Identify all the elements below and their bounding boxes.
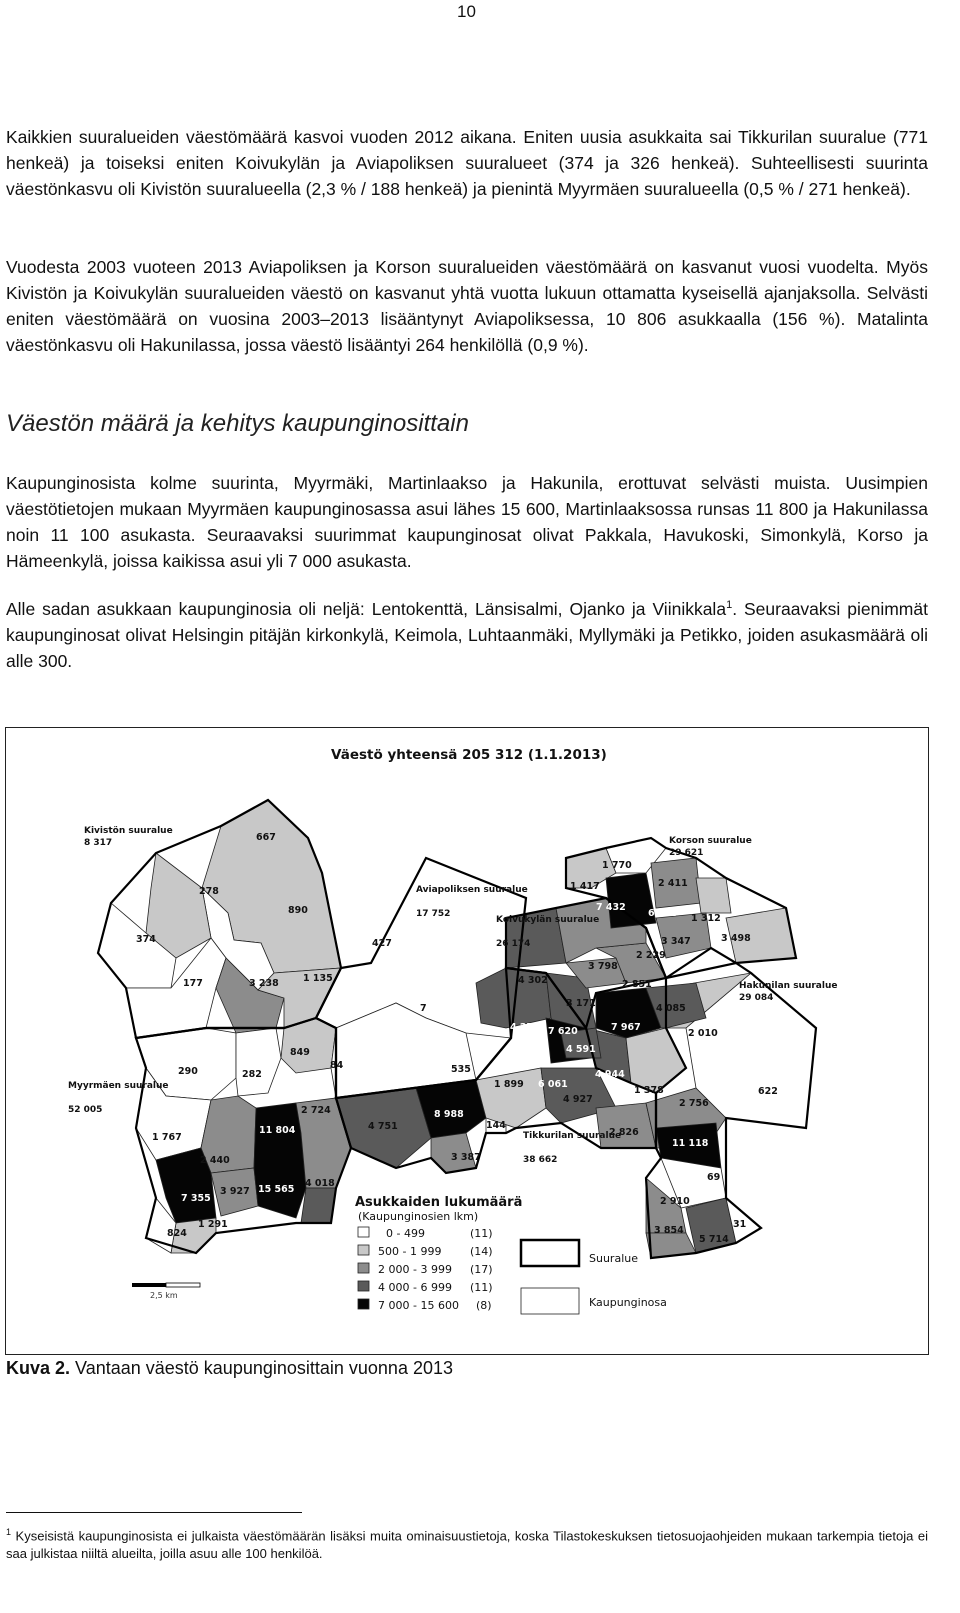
legend-class [358,1227,493,1240]
district-value: 15 565 [258,1184,295,1195]
legend-range: 4 000 - 6 999 [378,1281,452,1294]
suuralue-pop: 38 662 [523,1155,558,1165]
district-value: 7 355 [181,1193,211,1204]
legend-swatch [358,1281,369,1291]
district-value: 4 944 [595,1069,625,1080]
district-value: 427 [372,938,392,949]
legend-class [358,1299,492,1312]
legend-count: (17) [470,1263,493,1276]
paragraph-1: Kaikkien suuralueiden väestömäärä kasvoi vuoden 2012 aikana. Eniten uusia asukkaita sai Tikkurilan suuralue (771 henkeä) ja toiseksi eniten Koivukylän ja Aviapoliksen suuralueet (374 ja 326 henkeä). Suhteellisesti suurinta väestönkasvu oli Kivistön suuralueella (2,3 % / 188 henkeä) ja pienintä Myyrmäen suuralueella (0,5 % / 271 henkeä). [6,127,928,199]
suuralue-pop: 8 317 [84,838,113,848]
district-value: 1 135 [303,973,333,984]
district-value: 2 411 [658,878,688,889]
district-1312 [696,878,731,913]
district-value: 667 [256,832,276,843]
legend-count: (14) [470,1245,493,1258]
district-value: 890 [288,905,308,916]
district-value: 6 061 [538,1079,568,1090]
district-value: 2 826 [609,1127,639,1138]
district-value: 2 724 [301,1105,331,1116]
legend-kaupunginosa-label: Kaupunginosa [589,1296,667,1309]
suuralue-pop: 52 005 [68,1105,103,1115]
population-map-figure [5,727,929,1355]
district-value: 8 988 [434,1109,464,1120]
legend-swatch [358,1263,369,1273]
legend-range: 2 000 - 3 999 [378,1263,452,1276]
district-value: 6 205 [648,908,678,919]
suuralue-pop: 17 752 [416,909,451,919]
scale-label: 2,5 km [150,1291,178,1300]
district-value: 4 272 [510,1022,540,1033]
paragraph-4-text-cont: . Seuraavaksi pienimmät kaupunginosat olivat Helsingin pitäjän kirkonkylä, Keimola, Luhtaanmäki, Myllymäki ja Petikko, joiden asukasmäärä oli alle 300. [6,599,928,671]
population-map [6,728,928,1354]
suuralue-pop: 26 174 [496,939,531,949]
district-value: 177 [183,978,203,989]
legend-count: (11) [470,1281,493,1294]
district-value: 4 591 [566,1044,596,1055]
paragraph-3: Kaupunginosista kolme suurinta, Myyrmäki, Martinlaakso ja Hakunila, erottuvat selvästi muista. Uusimpien väestötietojen mukaan Myyrmäen kaupunginosassa asui lähes 15 600, Martinlaaksossa runsas 11 800 ja Hakunilassa noin 11 100 asukasta. Seuraavaksi suurimmat kaupunginosat olivat Pakkala, Havukoski, Simonkylä, Korso ja Hämeenkylä, joissa kaikissa asui yli 7 000 asukasta. [6,473,928,571]
district-value: 3 347 [661,936,691,947]
legend-swatch [358,1245,369,1255]
legend-suuralue-label: Suuralue [589,1252,638,1265]
district-value: 4 085 [656,1003,686,1014]
legend-class [358,1281,493,1294]
figure-caption [6,1358,453,1379]
district-1378 [626,1028,686,1093]
footnote-mark: 1 [6,1527,12,1537]
suuralue-name: Korson suuralue [669,836,752,846]
suuralue-name: Kivistön suuralue [84,826,173,836]
district-value: 7 432 [596,902,626,913]
district-value: 3 387 [451,1152,481,1163]
district-value: 2 010 [688,1028,718,1039]
paragraph-4 [6,596,928,674]
district-2826 [596,1103,656,1148]
legend-range: 500 - 1 999 [378,1245,442,1258]
district-value: 7 620 [548,1026,578,1037]
district-value: 11 118 [672,1138,709,1149]
legend-title: Asukkaiden lukumäärä [355,1195,523,1210]
suuralue-pop: 29 084 [739,993,774,1003]
legend-count: (8) [476,1299,492,1312]
district-value: 2 440 [200,1155,230,1166]
scale-segment [166,1283,200,1287]
district-value: 4 018 [305,1178,335,1189]
district-value: 7 967 [611,1022,641,1033]
paragraph-2: Vuodesta 2003 vuoteen 2013 Aviapoliksen ja Korson suuralueiden väestömäärä on kasvanut vuosi vuodelta. Myös Kivistön ja Koivukylän suuralueiden väestö on kasvanut yhtä vuotta lukuun ottamatta kyseisellä ajanjaksolla. Selvästi eniten väestömäärä on vuosina 2003–2013 lisääntynyt Aviapoliksessa, 10 806 asukkaalla (156 %). Matalinta väestönkasvu oli Hakunilassa, jossa väestö lisääntyi 264 henkilöllä (0,9 %). [6,257,928,355]
legend-swatch [358,1227,369,1237]
district-value: 3 854 [654,1225,684,1236]
district-value: 290 [178,1066,198,1077]
section-heading: Väestön määrä ja kehitys kaupunginosittain [6,410,469,437]
district-value: 278 [199,886,219,897]
page-number: 10 [457,2,476,21]
district-value: 31 [733,1219,747,1230]
district-value: 4 751 [368,1121,398,1132]
scale-segment [132,1283,166,1287]
legend-class [358,1245,493,1258]
district-11804-15565 [254,1103,306,1218]
district-value: 7 [420,1003,427,1014]
district-value: 2 851 [622,979,652,990]
district-value: 3 238 [249,978,279,989]
district-282 [236,1028,281,1096]
district-value: 849 [290,1047,310,1058]
legend-range: 7 000 - 15 600 [378,1299,459,1312]
legend-range: 0 - 499 [386,1227,425,1240]
legend-count: (11) [470,1227,493,1240]
footnote [6,1523,928,1563]
district-value: 2 229 [636,950,666,961]
district-value: 2 756 [679,1098,709,1109]
legend-kaupunginosa-swatch [521,1288,579,1314]
suuralue-name: Koivukylän suuralue [496,915,600,925]
district-value: 1 378 [634,1085,664,1096]
district-value: 1 770 [602,860,632,871]
district-value: 1 312 [691,913,721,924]
suuralue-name: Tikkurilan suuralue [523,1131,622,1141]
footnote-ref: 1 [726,599,733,612]
suuralue-name: Hakunilan suuralue [739,981,838,991]
footnote-text: Kyseisistä kaupunginosista ei julkaista väestömäärän lisäksi muita ominaisuustietoja, koska Tilastokeskuksen tietosuojaohjeiden mukaan tarkempia tietoja ei saa julkistaa niiltä alueilta, joilla asuu alle 100 henkilöä. [6,1528,928,1562]
district-value: 1 291 [198,1219,228,1230]
district-value: 1 417 [570,881,600,892]
district-value: 3 171 [566,998,596,1009]
footnote-divider [6,1512,302,1513]
district-value: 69 [707,1172,721,1183]
suuralue-name: Aviapoliksen suuralue [416,885,528,895]
legend-class [358,1263,493,1276]
district-value: 3 498 [721,933,751,944]
district-value: 374 [136,934,156,945]
legend-subtitle: (Kaupunginosien lkm) [358,1210,479,1223]
district-value: 11 804 [259,1125,296,1136]
caption-label: Kuva 2. [6,1358,71,1378]
legend-swatch [358,1299,369,1309]
scale-bar [132,1283,200,1300]
map-legend [355,1195,667,1314]
district-value: 1 767 [152,1132,182,1143]
caption-text: Vantaan väestö kaupunginosittain vuonna 2013 [70,1358,453,1378]
district-value: 282 [242,1069,262,1080]
district-value: 4 302 [518,975,548,986]
district-7432 [606,873,656,928]
district-value: 535 [451,1064,471,1075]
legend-suuralue-swatch [521,1240,579,1266]
district-value: 2 910 [660,1196,690,1207]
district-value: 5 714 [699,1234,729,1245]
district-value: 622 [758,1086,778,1097]
district-value: 3 798 [588,961,618,972]
paragraph-4-text: Alle sadan asukkaan kaupunginosia oli neljä: Lentokenttä, Länsisalmi, Ojanko ja Viinikkala [6,599,727,619]
map-title: Väestö yhteensä 205 312 (1.1.2013) [331,747,607,763]
district-value: 144 [486,1120,506,1131]
suuralue-pop: 29 621 [669,848,704,858]
district-value: 4 927 [563,1094,593,1105]
suuralue-name: Myyrmäen suuralue [68,1081,169,1091]
district-value: 3 927 [220,1186,250,1197]
district-value: 1 899 [494,1079,524,1090]
district-value: 824 [167,1228,187,1239]
district-value: 84 [330,1060,344,1071]
